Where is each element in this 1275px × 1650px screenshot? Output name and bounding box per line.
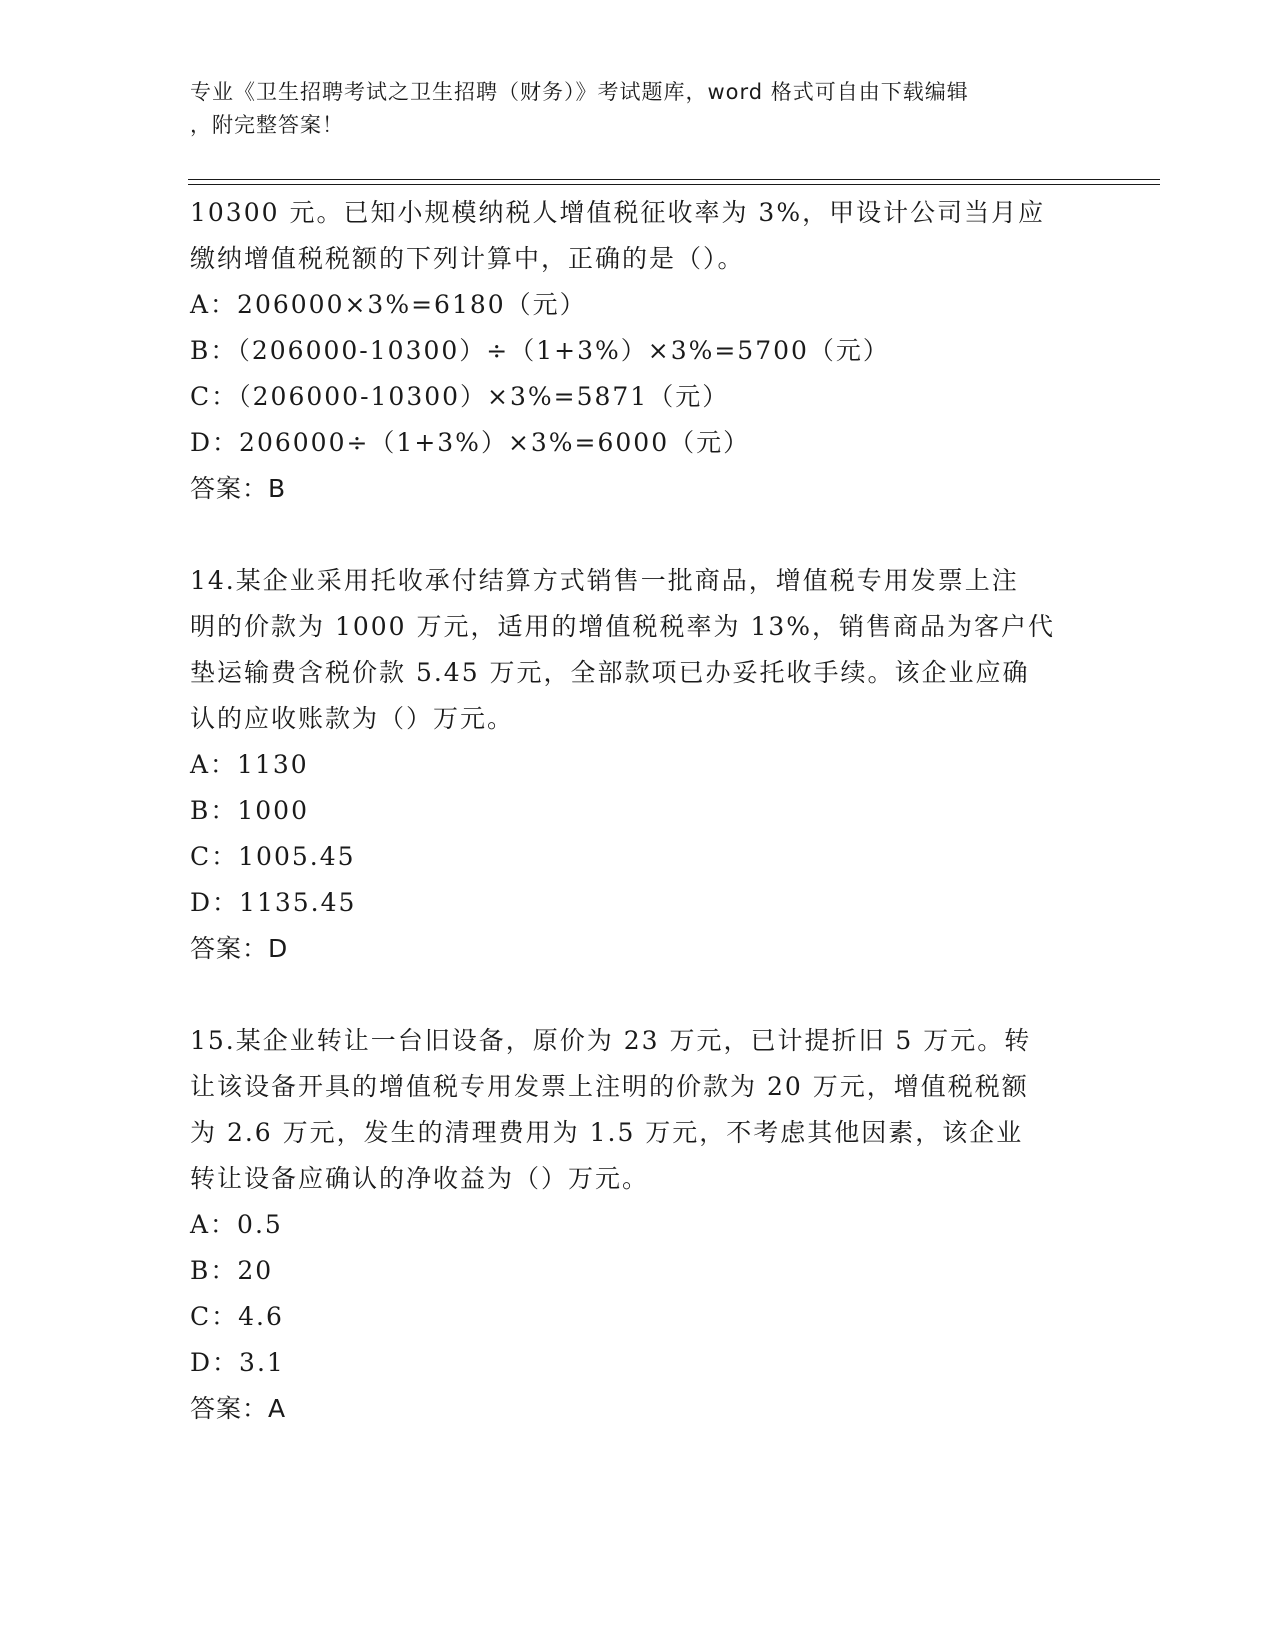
answer-line: 答案：A [190,1394,287,1423]
question-14 [190,558,1080,972]
option-c: C：（206000-10300）×3%=5871（元） [190,382,730,411]
header-line-2: ，附完整答案！ [190,113,344,137]
header-divider-top [188,179,1160,180]
stem-line: 为 2.6 万元，发生的清理费用为 1.5 万元，不考虑其他因素，该企业 [190,1118,1024,1147]
stem-line: 15.某企业转让一台旧设备，原价为 23 万元，已计提折旧 5 万元。转 [190,1026,1032,1055]
option-d: D：1135.45 [190,888,357,917]
option-b: B：（206000-10300）÷（1+3%）×3%=5700（元） [190,336,890,365]
question-15 [190,1018,1080,1432]
option-c: C：1005.45 [190,842,356,871]
option-d: D：3.1 [190,1348,285,1377]
question-stem [190,1018,1080,1202]
document-header [190,76,1070,142]
option-b: B：1000 [190,796,309,825]
option-c: C：4.6 [190,1302,284,1331]
question-stem [190,190,1080,282]
answer-line: 答案：D [190,934,289,963]
answer-line: 答案：B [190,474,287,503]
stem-line: 缴纳增值税税额的下列计算中，正确的是（）。 [190,244,745,273]
header-line-1: 专业《卫生招聘考试之卫生招聘（财务）》考试题库，word 格式可自由下载编辑 [190,80,969,104]
stem-line: 14.某企业采用托收承付结算方式销售一批商品，增值税专用发票上注 [190,566,1019,595]
stem-line: 让该设备开具的增值税专用发票上注明的价款为 20 万元，增值税税额 [190,1072,1029,1101]
header-divider-bottom [188,184,1160,185]
option-a: A：206000×3%=6180（元） [190,290,587,319]
option-a: A：1130 [190,750,309,779]
option-a: A：0.5 [190,1210,283,1239]
stem-line: 认的应收账款为（）万元。 [190,704,515,733]
question-stem [190,558,1080,742]
stem-line: 垫运输费含税价款 5.45 万元，全部款项已办妥托收手续。该企业应确 [190,658,1030,687]
option-b: B：20 [190,1256,274,1285]
stem-line: 明的价款为 1000 万元，适用的增值税税率为 13%，销售商品为客户代 [190,612,1056,641]
option-d: D：206000÷（1+3%）×3%=6000（元） [190,428,751,457]
question-13 [190,190,1080,512]
stem-line: 10300 元。已知小规模纳税人增值税征收率为 3%，甲设计公司当月应 [190,198,1046,227]
question-list [190,190,1080,1432]
stem-line: 转让设备应确认的净收益为（）万元。 [190,1164,650,1193]
